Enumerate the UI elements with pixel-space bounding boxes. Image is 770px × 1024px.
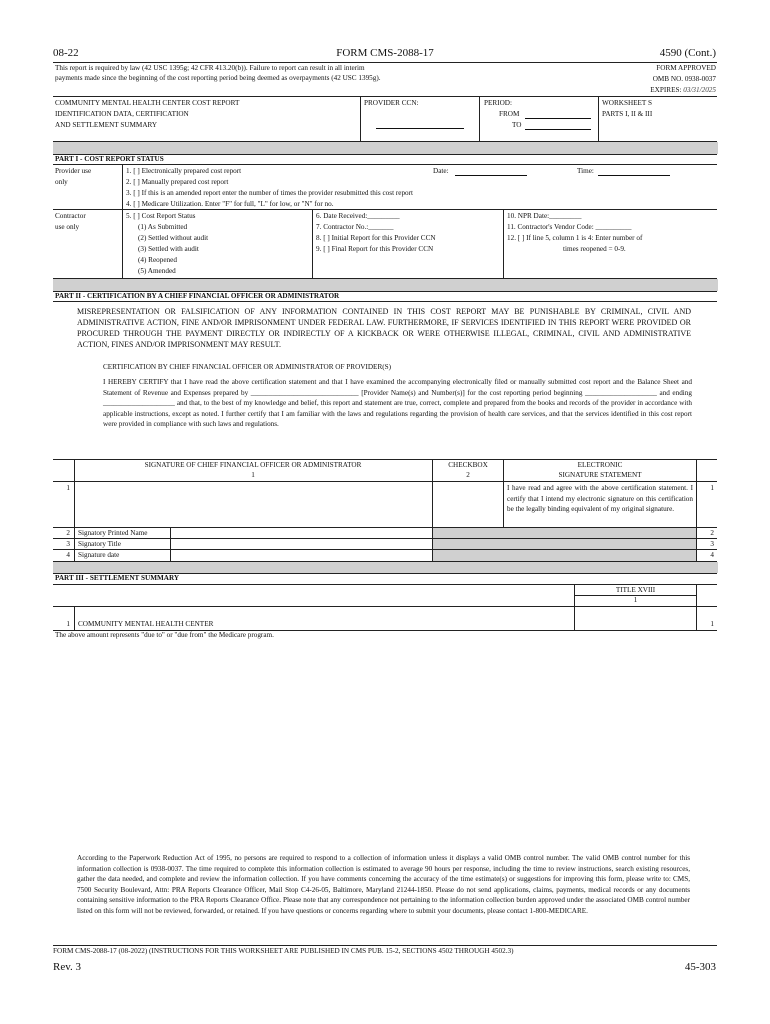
status-option: (2) Settled without audit [138,234,209,242]
date-label: Date: [433,167,449,175]
section-spacer [53,562,718,573]
section-spacer [53,279,718,291]
line3-amended[interactable]: 3. [ ] If this is an amended report enter the number of times the provider resubmitted this cost report [126,189,414,197]
line9-final-report[interactable]: 9. [ ] Final Report for this Provider CCN [316,245,434,253]
signature-date-label: Signature date [78,551,120,559]
row-number: 1 [710,484,714,492]
form-instructions-line: FORM CMS-2088-17 (08-2022) (INSTRUCTIONS FOR THIS WORKSHEET ARE PUBLISHED IN CMS PUB. 15-2, SECTIONS 4502 THROUGH 4502.3) [53,947,514,955]
time-label: Time: [577,167,594,175]
column-checkbox-header: CHECKBOX [448,461,488,469]
provider-ccn-field[interactable] [376,128,464,129]
line12-reopened-note: times reopened = 0-9. [563,245,626,253]
worksheet-parts: PARTS I, II & III [602,110,653,118]
settlement-note: The above amount represents "due to" or "due from" the Medicare program. [55,631,274,639]
column-number: 1 [251,471,255,479]
period-label: PERIOD: [484,99,512,107]
penalty-warning: MISREPRESENTATION OR FALSIFICATION OF ANY INFORMATION CONTAINED IN THIS COST REPORT MAY BE PUNISHABLE BY CRIMINAL, CIVIL AND ADMINISTRATIVE ACTION, FINE AND/OR IMPRISONMENT UNDER FEDERAL LAW. FURTHERMORE, IF SERVICES IDENTIFIED IN THIS REPORT WERE PROVIDED OR PROCURED THROUGH THE PAYMENT DIRECTLY OR INDIRECTLY OF A KICKBACK OR WERE OTHERWISE ILLEGAL, CRIMINAL, CIVIL AND ADMINISTRATIVE ACTION, FINES AND/OR IMPRISONMENT MAY RESULT. [77,307,691,349]
column-title-xviii: TITLE XVIII [615,586,656,594]
row-number: 4 [710,551,714,559]
provider-use-label-2: only [55,178,68,186]
line10-npr-date[interactable]: 10. NPR Date:_________ [507,212,582,220]
status-option: (3) Settled with audit [138,245,199,253]
section-spacer [53,142,718,154]
period-to-field[interactable] [525,129,591,130]
settlement-row-label: COMMUNITY MENTAL HEALTH CENTER [78,620,214,628]
period-from-label: FROM [499,110,520,118]
date-field[interactable] [455,175,527,176]
row-number: 1 [66,484,70,492]
law-notice-1: This report is required by law (42 USC 1395g; 42 CFR 413.20(b)). Failure to report can result in all interim [55,64,365,72]
line11-vendor-code[interactable]: 11. Contractor's Vendor Code: __________ [507,223,632,231]
contractor-use-label-2: use only [55,223,80,231]
form-title: FORM CMS-2088-17 [336,47,434,59]
worksheet-label: WORKSHEET S [602,99,652,107]
line7-contractor-no[interactable]: 7. Contractor No.:_______ [316,223,394,231]
column-signature-header: SIGNATURE OF CHIEF FINANCIAL OFFICER OR ADMINISTRATOR [144,461,362,469]
row-number: 1 [710,620,714,628]
certification-title: CERTIFICATION BY CHIEF FINANCIAL OFFICER OR ADMINISTRATOR OF PROVIDER(S) [103,363,392,371]
status-option: (1) As Submitted [138,223,188,231]
signatory-name-label: Signatory Printed Name [78,529,148,537]
revision-number: Rev. 3 [53,961,82,973]
line6-date-received[interactable]: 6. Date Received:_________ [316,212,400,220]
row-number: 4 [66,551,70,559]
shaded-cells [433,528,696,561]
signatory-title-label: Signatory Title [78,540,121,548]
report-title-3: AND SETTLEMENT SUMMARY [55,121,158,129]
form-approved: FORM APPROVED [656,64,716,72]
line8-initial-report[interactable]: 8. [ ] Initial Report for this Provider CCN [316,234,436,242]
row-number: 3 [66,540,70,548]
time-field[interactable] [598,175,670,176]
signature-field[interactable] [76,483,430,525]
part1-heading: PART I - COST REPORT STATUS [55,155,164,163]
row-number: 1 [66,620,70,628]
report-title-1: COMMUNITY MENTAL HEALTH CENTER COST REPORT [55,99,240,107]
page-section: 4590 (Cont.) [659,47,716,59]
signatory-name-field[interactable] [172,528,430,538]
line12-reopened[interactable]: 12. [ ] If line 5, column 1 is 4: Enter number of [507,234,643,242]
part3-heading: PART III - SETTLEMENT SUMMARY [55,574,180,582]
page-number: 45-303 [684,961,716,973]
row-number: 2 [66,529,70,537]
line1-electronic[interactable]: 1. [ ] Electronically prepared cost report [126,167,242,175]
row-number: 2 [710,529,714,537]
line2-manual[interactable]: 2. [ ] Manually prepared cost report [126,178,229,186]
row-number: 3 [710,540,714,548]
signature-date-field[interactable] [172,550,430,560]
column-number: 1 [633,596,638,604]
expiration: EXPIRES: 03/31/2025 [650,86,716,94]
line5-status[interactable]: 5. [ ] Cost Report Status [126,212,196,220]
part2-heading: PART II - CERTIFICATION BY A CHIEF FINANCIAL OFFICER OR ADMINISTRATOR [55,292,340,300]
contractor-use-label: Contractor [55,212,86,220]
column-electronic-header: ELECTRONIC [577,461,623,469]
line4-utilization[interactable]: 4. [ ] Medicare Utilization. Enter "F" for full, "L" for low, or "N" for no. [126,200,334,208]
period-from-field[interactable] [525,118,591,119]
provider-ccn-label: PROVIDER CCN: [364,99,419,107]
form-version: 08-22 [53,47,79,59]
status-option: (4) Reopened [138,256,177,264]
column-electronic-header-2: SIGNATURE STATEMENT [558,471,642,479]
status-option: (5) Amended [138,267,176,275]
paperwork-reduction-notice: According to the Paperwork Reduction Act of 1995, no persons are required to respond to a collection of information unless it displays a valid OMB control number. The valid OMB control number for this information collection is 0938-0037. The time required to complete this information collection is estimated to average 90 hours per response, including the time to review instructions, search existing resources, gather the data needed, and complete and review the information collection. If you have comments concerning the accuracy of the time estimate(s) or suggestions for improving this form, please write to: CMS, 7500 Security Boulevard, Attn: PRA Reports Clearance Officer, Mail Stop C4-26-05, Baltimore, Maryland 21244-1850. Please do not send applications, claims, payments, medical records or any documents containing sensitive information to the PRA Reports Clearance Office. Please note that any correspondence not pertaining to the information collection burden approved under the associated OMB control number listed on this form will not be reviewed, forwarded, or retained. If you have questions or concerns regarding where to submit your documents, please contact 1-800-MEDICARE. [77,854,690,915]
settlement-amount-field[interactable] [576,618,694,629]
signatory-title-field[interactable] [172,539,430,549]
omb-number: OMB NO. 0938-0037 [652,75,716,83]
electronic-signature-statement: I have read and agree with the above certification statement. I certify that I intend my electronic signature on this certification be the legally binding equivalent of my original signature. [507,484,693,513]
provider-use-label: Provider use [55,167,92,175]
signature-checkbox[interactable] [434,483,501,525]
report-title-2: IDENTIFICATION DATA, CERTIFICATION [55,110,189,118]
certification-statement: I HEREBY CERTIFY that I have read the above certification statement and that I have examined the accompanying electronically filed or manually submitted cost report and the Balance Sheet and Statement of Revenue and Expenses prepared by ______________________________ [Provider Name(s) and Number(s)] for the cost reporting period beginning ____________________ and ending ____________________ and that, to the best of my knowledge and belief, this report and statement are true, correct, complete and prepared from the books and records of the provider in accordance with applicable instructions, except as noted. I further certify that I am familiar with the laws and regulations regarding the provision of health care services, and that the services identified in this cost report were provided in compliance with such laws and regulations. [103,378,692,428]
column-number: 2 [466,471,470,479]
law-notice-2: payments made since the beginning of the cost reporting period being deemed as overpayments (42 USC 1395g). [55,74,381,82]
period-to-label: TO [512,121,522,129]
